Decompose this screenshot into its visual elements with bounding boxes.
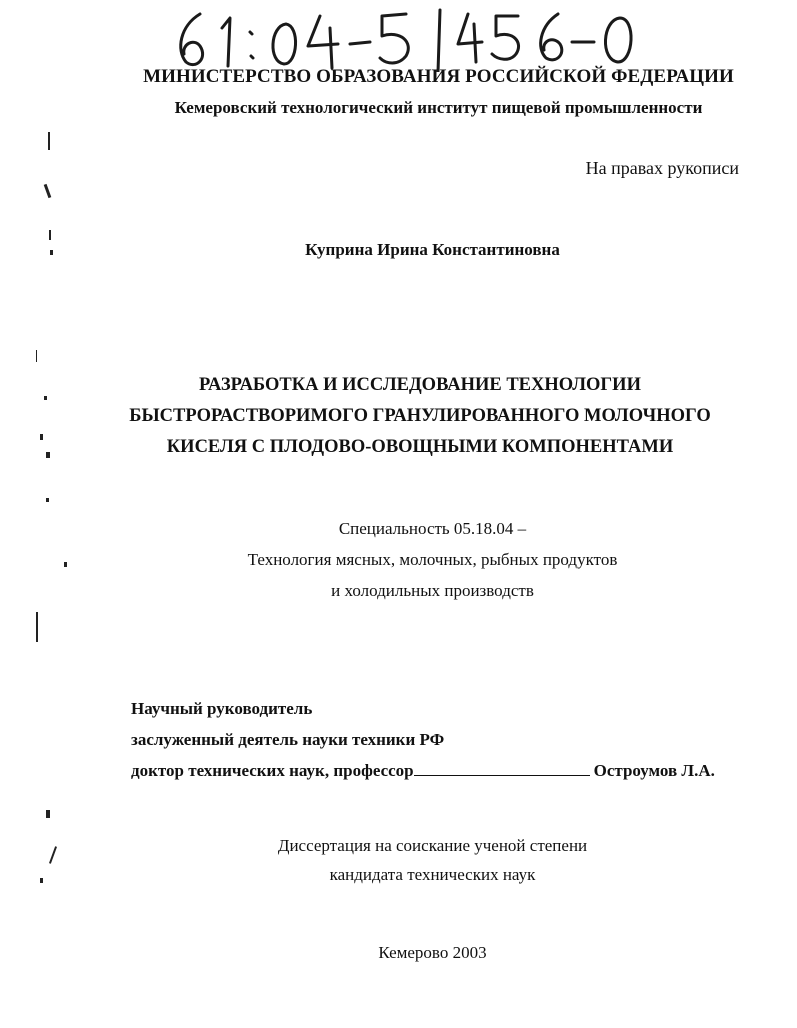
scan-speck xyxy=(49,230,51,240)
signature-line xyxy=(414,761,590,776)
supervisor-degree: доктор технических наук, профессор xyxy=(131,761,414,780)
specialty-block xyxy=(34,513,797,606)
scan-speck xyxy=(50,250,53,255)
specialty-line: Технология мясных, молочных, рыбных продуктов xyxy=(247,550,618,569)
scan-speck xyxy=(40,434,43,440)
dissertation-degree-block xyxy=(34,831,797,889)
title-line: РАЗРАБОТКА И ИССЛЕДОВАНИЕ ТЕХНОЛОГИИ xyxy=(199,375,641,395)
institute-name: Кемеровский технологический институт пищевой промышленности xyxy=(174,98,703,117)
title-line: КИСЕЛЯ С ПЛОДОВО-ОВОЩНЫМИ КОМПОНЕНТАМИ xyxy=(166,437,674,457)
specialty-line: Специальность 05.18.04 – xyxy=(338,519,527,538)
scan-speck xyxy=(44,396,47,400)
supervisor-name: Остроумов Л.А. xyxy=(593,761,715,780)
scan-speck xyxy=(40,878,43,883)
city-year: Кемерово 2003 xyxy=(378,943,487,962)
ministry-heading: МИНИСТЕРСТВО ОБРАЗОВАНИЯ РОССИЙСКОЙ ФЕДЕРАЦИИ xyxy=(143,66,734,87)
supervisor-degree-row xyxy=(131,755,751,786)
supervisor-honorific: заслуженный деятель науки техники РФ xyxy=(131,730,445,749)
supervisor-block xyxy=(131,693,751,786)
specialty-line: и холодильных производств xyxy=(331,581,534,600)
scan-speck xyxy=(64,562,67,567)
supervisor-role: Научный руководитель xyxy=(131,699,313,718)
handwritten-catalog-number xyxy=(170,6,640,72)
scan-speck xyxy=(44,184,52,198)
dissertation-line: Диссертация на соискание ученой степени xyxy=(277,836,588,855)
dissertation-line: кандидата технических наук xyxy=(329,865,536,884)
scan-speck xyxy=(46,498,49,502)
title-line: БЫСТРОРАСТВОРИМОГО ГРАНУЛИРОВАННОГО МОЛОЧНОГО xyxy=(129,406,711,426)
dissertation-title xyxy=(40,370,797,463)
scan-speck xyxy=(46,452,50,458)
scan-speck xyxy=(36,612,38,642)
scan-speck xyxy=(46,810,50,818)
scan-speck xyxy=(48,132,50,150)
rights-note: На правах рукописи xyxy=(585,158,739,178)
scan-speck xyxy=(36,350,37,362)
author-name: Куприна Ирина Константиновна xyxy=(305,240,560,259)
